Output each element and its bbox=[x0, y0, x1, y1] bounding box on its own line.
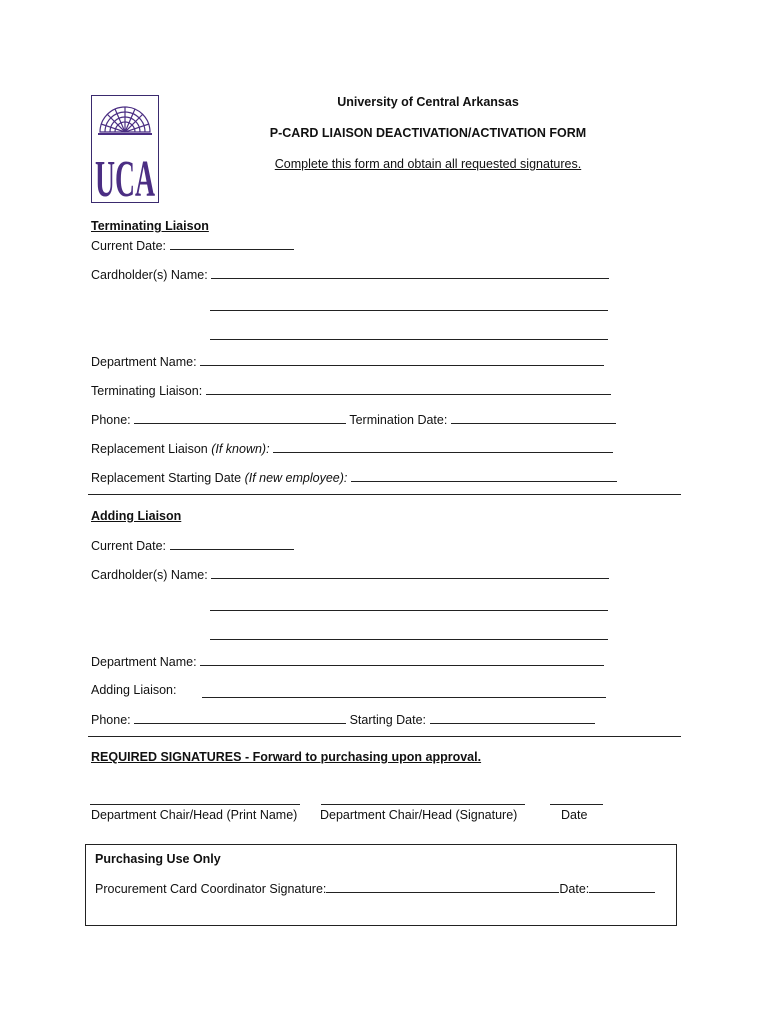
replacement-liaison-row bbox=[91, 441, 613, 456]
replacement-start-label: Replacement Starting Date bbox=[91, 471, 245, 485]
adding-current-date-row bbox=[91, 538, 294, 553]
terminating-phone-row bbox=[91, 412, 616, 427]
signature-date-label: Date bbox=[561, 808, 588, 822]
terminating-cardholder-field-1[interactable] bbox=[211, 267, 609, 279]
terminating-liaison-row bbox=[91, 383, 611, 398]
replacement-liaison-label: Replacement Liaison bbox=[91, 442, 212, 456]
adding-cardholder-label: Cardholder(s) Name: bbox=[91, 568, 208, 582]
coordinator-date-label: Date: bbox=[559, 882, 590, 896]
terminating-liaison-label: Terminating Liaison: bbox=[91, 384, 203, 398]
terminating-current-date-field[interactable] bbox=[170, 238, 294, 250]
terminating-current-date-label: Current Date: bbox=[91, 239, 167, 253]
terminating-liaison-field[interactable] bbox=[206, 383, 611, 395]
chair-print-field[interactable] bbox=[90, 804, 300, 805]
adding-phone-field[interactable] bbox=[134, 712, 346, 724]
form-instruction: Complete this form and obtain all requested signatures. bbox=[274, 157, 582, 171]
institution-name: University of Central Arkansas bbox=[337, 95, 519, 109]
chair-signature-label: Department Chair/Head (Signature) bbox=[320, 808, 518, 822]
adding-heading: Adding Liaison bbox=[91, 509, 182, 523]
terminating-current-date-row bbox=[91, 238, 294, 253]
adding-liaison-field[interactable] bbox=[202, 697, 606, 698]
terminating-heading: Terminating Liaison bbox=[91, 219, 209, 233]
adding-current-date-field[interactable] bbox=[170, 538, 294, 550]
replacement-liaison-note: (If known): bbox=[211, 442, 270, 456]
terminating-department-label: Department Name: bbox=[91, 355, 197, 369]
adding-current-date-label: Current Date: bbox=[91, 539, 167, 553]
adding-cardholder-field-1[interactable] bbox=[211, 567, 609, 579]
starting-date-label: Starting Date: bbox=[349, 713, 427, 727]
coordinator-label: Procurement Card Coordinator Signature: bbox=[95, 882, 327, 896]
adding-liaison-label: Adding Liaison: bbox=[91, 683, 177, 697]
terminating-department-field[interactable] bbox=[200, 354, 604, 366]
adding-liaison-row bbox=[91, 683, 176, 697]
terminating-cardholder-label: Cardholder(s) Name: bbox=[91, 268, 208, 282]
terminating-phone-field[interactable] bbox=[134, 412, 346, 424]
adding-department-row bbox=[91, 654, 604, 669]
uca-seal-icon bbox=[92, 96, 158, 208]
replacement-liaison-field[interactable] bbox=[273, 441, 613, 453]
adding-phone-row bbox=[91, 712, 595, 727]
signature-date-field[interactable] bbox=[550, 804, 603, 805]
replacement-start-note: (If new employee): bbox=[244, 471, 348, 485]
signatures-heading: REQUIRED SIGNATURES - Forward to purchasing upon approval. bbox=[91, 750, 482, 764]
chair-signature-field[interactable] bbox=[321, 804, 525, 805]
chair-print-label: Department Chair/Head (Print Name) bbox=[91, 808, 298, 822]
adding-cardholder-row bbox=[91, 567, 609, 582]
section-divider-2 bbox=[88, 736, 681, 737]
adding-phone-label: Phone: bbox=[91, 713, 131, 727]
adding-department-field[interactable] bbox=[200, 654, 604, 666]
form-title: P-CARD LIAISON DEACTIVATION/ACTIVATION FORM bbox=[269, 126, 587, 140]
adding-department-label: Department Name: bbox=[91, 655, 197, 669]
purchasing-heading: Purchasing Use Only bbox=[95, 852, 221, 866]
adding-cardholder-field-2[interactable] bbox=[210, 610, 608, 611]
uca-logo bbox=[91, 95, 159, 208]
replacement-start-field[interactable] bbox=[351, 470, 617, 482]
terminating-cardholder-field-3[interactable] bbox=[210, 339, 608, 340]
terminating-phone-label: Phone: bbox=[91, 413, 131, 427]
coordinator-date-field[interactable] bbox=[589, 881, 655, 893]
terminating-department-row bbox=[91, 354, 604, 369]
adding-cardholder-field-3[interactable] bbox=[210, 639, 608, 640]
uca-logo-text: UCA bbox=[95, 151, 156, 208]
coordinator-signature-field[interactable] bbox=[326, 881, 559, 893]
replacement-start-row bbox=[91, 470, 617, 485]
starting-date-field[interactable] bbox=[430, 712, 595, 724]
termination-date-label: Termination Date: bbox=[349, 413, 448, 427]
section-divider-1 bbox=[88, 494, 681, 495]
terminating-cardholder-field-2[interactable] bbox=[210, 310, 608, 311]
terminating-cardholder-row bbox=[91, 267, 609, 282]
coordinator-row bbox=[95, 881, 655, 896]
termination-date-field[interactable] bbox=[451, 412, 616, 424]
